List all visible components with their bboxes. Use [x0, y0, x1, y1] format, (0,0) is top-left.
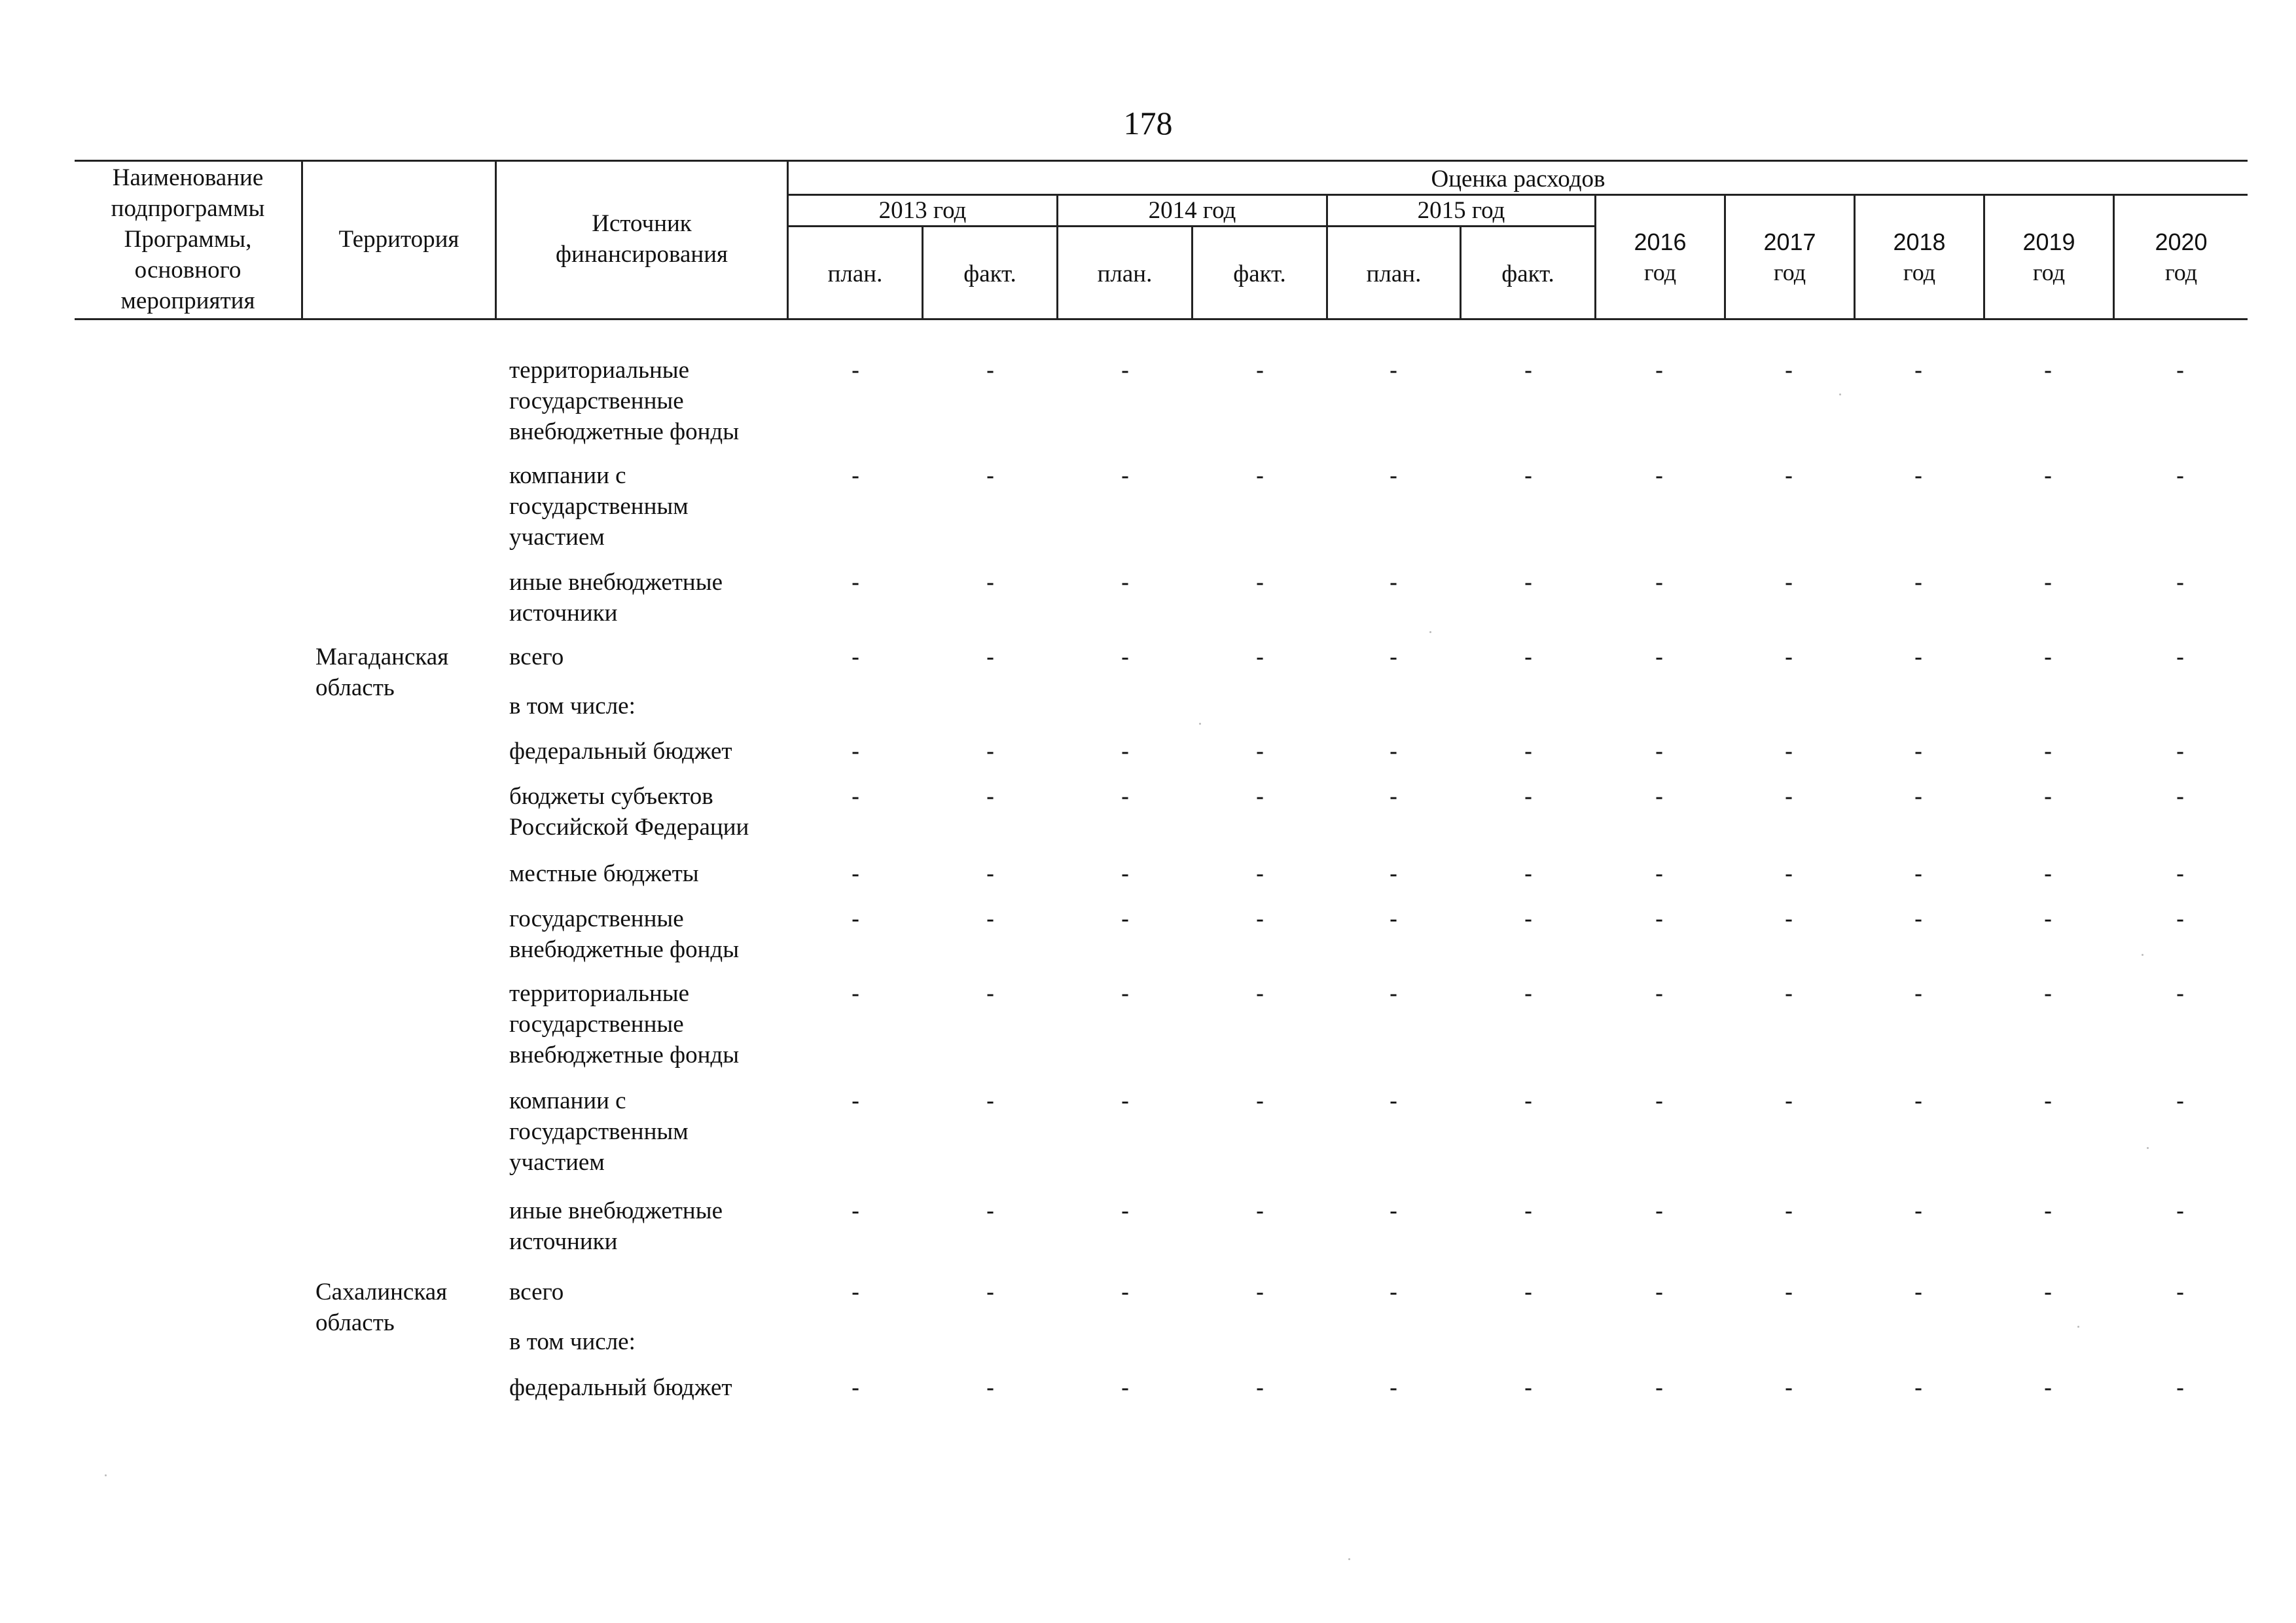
value-cell: - — [1389, 860, 1398, 887]
value-cell: - — [1121, 462, 1130, 489]
funding-source-line: государственным — [509, 1118, 689, 1145]
header-line: Источник — [592, 210, 692, 237]
funding-source-label — [509, 736, 797, 767]
value-cell: - — [1914, 357, 1923, 384]
value-cell: - — [1784, 1087, 1793, 1114]
territory-label — [315, 642, 492, 703]
value-cell: - — [1524, 1374, 1533, 1401]
value-cell: - — [1655, 738, 1664, 765]
funding-source-label — [509, 858, 797, 889]
value-cell: - — [1121, 1374, 1130, 1401]
value-cell: - — [1255, 357, 1265, 384]
value-cell: - — [1784, 860, 1793, 887]
value-cell: - — [1914, 1197, 1923, 1224]
funding-source-label — [509, 978, 797, 1070]
funding-source-line: федеральный бюджет — [509, 738, 732, 765]
header-year-2017 — [1726, 227, 1854, 288]
value-cell: - — [1524, 644, 1533, 670]
funding-source-line: участием — [509, 1149, 605, 1176]
value-cell: - — [1524, 860, 1533, 887]
funding-source-label — [509, 691, 797, 721]
value-cell: - — [2176, 905, 2185, 932]
value-cell: - — [1655, 860, 1664, 887]
value-cell: - — [851, 569, 860, 596]
value-cell: - — [2043, 1279, 2053, 1305]
header-source — [497, 208, 787, 270]
value-cell: - — [1524, 1197, 1533, 1224]
value-cell: - — [1524, 462, 1533, 489]
value-cell: - — [1524, 783, 1533, 810]
value-cell: - — [1655, 644, 1664, 670]
funding-source-label — [509, 1277, 797, 1307]
value-cell: - — [986, 569, 995, 596]
value-cell: - — [1784, 1374, 1793, 1401]
value-cell: - — [1389, 980, 1398, 1007]
value-cell: - — [1784, 1197, 1793, 1224]
value-cell: - — [1121, 860, 1130, 887]
value-cell: - — [851, 738, 860, 765]
value-cell: - — [1255, 462, 1265, 489]
value-cell: - — [1121, 644, 1130, 670]
value-cell: - — [1255, 1197, 1265, 1224]
scan-speck — [1348, 1558, 1350, 1560]
value-cell: - — [1524, 1279, 1533, 1305]
header-year-2014: 2014 год — [1148, 197, 1236, 224]
value-cell: - — [2043, 980, 2053, 1007]
scan-speck — [2147, 1147, 2149, 1149]
header-fact-2013: факт. — [963, 261, 1016, 287]
funding-source-line: федеральный бюджет — [509, 1374, 732, 1401]
header-line: год — [2032, 259, 2066, 285]
header-line: 2017 — [1763, 228, 1816, 255]
header-line: Программы, — [124, 226, 252, 253]
funding-source-line: всего — [509, 644, 564, 670]
header-territory: Территория — [338, 226, 459, 253]
value-cell: - — [1655, 357, 1664, 384]
value-cell: - — [851, 1197, 860, 1224]
header-year-2016 — [1596, 227, 1724, 288]
value-cell: - — [1914, 569, 1923, 596]
value-cell: - — [1121, 783, 1130, 810]
value-cell: - — [1784, 738, 1793, 765]
territory-line: область — [315, 1309, 395, 1336]
header-year-2018 — [1856, 227, 1983, 288]
funding-source-line: источники — [509, 600, 618, 627]
value-cell: - — [1389, 357, 1398, 384]
funding-source-line: компании с — [509, 462, 626, 489]
value-cell: - — [851, 980, 860, 1007]
page-number: 178 — [1123, 105, 1173, 141]
value-cell: - — [2043, 860, 2053, 887]
value-cell: - — [2176, 357, 2185, 384]
value-cell: - — [2176, 1374, 2185, 1401]
value-cell: - — [1784, 905, 1793, 932]
header-plan-2013: план. — [827, 261, 883, 287]
value-cell: - — [1914, 783, 1923, 810]
funding-source-line: местные бюджеты — [509, 860, 699, 887]
value-cell: - — [1255, 905, 1265, 932]
value-cell: - — [1914, 644, 1923, 670]
value-cell: - — [2176, 738, 2185, 765]
funding-source-line: иные внебюджетные — [509, 1197, 723, 1224]
value-cell: - — [2043, 1087, 2053, 1114]
value-cell: - — [1914, 905, 1923, 932]
territory-label — [315, 1277, 492, 1338]
funding-source-line: иные внебюджетные — [509, 569, 723, 596]
territory-line: Магаданская — [315, 644, 449, 670]
value-cell: - — [2176, 783, 2185, 810]
value-cell: - — [2043, 569, 2053, 596]
value-cell: - — [1655, 1374, 1664, 1401]
value-cell: - — [2176, 644, 2185, 670]
funding-source-line: участием — [509, 524, 605, 551]
value-cell: - — [1121, 1197, 1130, 1224]
value-cell: - — [851, 783, 860, 810]
value-cell: - — [1784, 357, 1793, 384]
value-cell: - — [1255, 783, 1265, 810]
header-line: 2019 — [2022, 228, 2075, 255]
value-cell: - — [1524, 980, 1533, 1007]
funding-source-label — [509, 567, 797, 629]
value-cell: - — [1914, 1374, 1923, 1401]
funding-source-line: всего — [509, 1279, 564, 1305]
value-cell: - — [1914, 1087, 1923, 1114]
value-cell: - — [1389, 905, 1398, 932]
value-cell: - — [1255, 980, 1265, 1007]
value-cell: - — [1655, 1279, 1664, 1305]
value-cell: - — [1389, 1197, 1398, 1224]
value-cell: - — [1784, 1279, 1793, 1305]
header-year-2013: 2013 год — [878, 197, 967, 224]
header-fact-2014: факт. — [1233, 261, 1286, 287]
value-cell: - — [2176, 1087, 2185, 1114]
value-cell: - — [851, 1374, 860, 1401]
value-cell: - — [2043, 1374, 2053, 1401]
scan-speck — [1429, 631, 1431, 633]
value-cell: - — [1255, 644, 1265, 670]
scan-speck — [2077, 1326, 2079, 1328]
territory-line: область — [315, 674, 395, 701]
scan-speck — [1199, 723, 1201, 725]
value-cell: - — [1655, 569, 1664, 596]
value-cell: - — [2176, 980, 2185, 1007]
value-cell: - — [851, 644, 860, 670]
value-cell: - — [986, 357, 995, 384]
header-line: год — [1643, 259, 1677, 285]
value-cell: - — [1121, 980, 1130, 1007]
value-cell: - — [851, 357, 860, 384]
funding-source-line: бюджеты субъектов — [509, 783, 713, 810]
value-cell: - — [2043, 738, 2053, 765]
header-plan-2015: план. — [1366, 261, 1422, 287]
header-line: год — [1773, 259, 1806, 285]
funding-source-line: внебюджетные фонды — [509, 1042, 740, 1068]
value-cell: - — [1389, 462, 1398, 489]
funding-source-line: внебюджетные фонды — [509, 936, 740, 963]
value-cell: - — [2043, 783, 2053, 810]
value-cell: - — [1255, 569, 1265, 596]
funding-source-line: в том числе: — [509, 1328, 636, 1355]
value-cell: - — [986, 980, 995, 1007]
header-line: 2018 — [1893, 228, 1946, 255]
funding-source-label — [509, 1085, 797, 1178]
funding-source-line: государственные — [509, 388, 684, 414]
value-cell: - — [986, 644, 995, 670]
value-cell: - — [1524, 905, 1533, 932]
funding-source-label — [509, 355, 797, 447]
value-cell: - — [1524, 569, 1533, 596]
value-cell: - — [986, 1374, 995, 1401]
value-cell: - — [1914, 980, 1923, 1007]
value-cell: - — [1655, 783, 1664, 810]
funding-source-line: территориальные — [509, 357, 690, 384]
value-cell: - — [1255, 1087, 1265, 1114]
scan-speck — [105, 1474, 107, 1476]
value-cell: - — [2043, 905, 2053, 932]
funding-source-line: внебюджетные фонды — [509, 418, 740, 445]
value-cell: - — [1914, 462, 1923, 489]
value-cell: - — [1121, 1087, 1130, 1114]
value-cell: - — [986, 860, 995, 887]
value-cell: - — [1389, 1279, 1398, 1305]
value-cell: - — [986, 738, 995, 765]
value-cell: - — [1121, 738, 1130, 765]
header-line: год — [2164, 259, 2198, 285]
header-line: основного — [134, 257, 242, 283]
value-cell: - — [2176, 860, 2185, 887]
value-cell: - — [1389, 644, 1398, 670]
scan-speck — [2142, 954, 2144, 956]
funding-source-line: государственным — [509, 493, 689, 520]
value-cell: - — [1121, 1279, 1130, 1305]
value-cell: - — [1784, 644, 1793, 670]
value-cell: - — [1784, 783, 1793, 810]
value-cell: - — [1655, 980, 1664, 1007]
value-cell: - — [1121, 905, 1130, 932]
value-cell: - — [851, 1087, 860, 1114]
funding-source-line: государственные — [509, 905, 684, 932]
funding-source-line: территориальные — [509, 980, 690, 1007]
value-cell: - — [1914, 1279, 1923, 1305]
funding-source-label — [509, 460, 797, 553]
value-cell: - — [1655, 1197, 1664, 1224]
funding-source-label — [509, 903, 797, 965]
value-cell: - — [1784, 980, 1793, 1007]
value-cell: - — [1389, 1087, 1398, 1114]
value-cell: - — [2176, 1279, 2185, 1305]
value-cell: - — [2043, 644, 2053, 670]
header-line: год — [1903, 259, 1936, 285]
header-program-name — [75, 162, 301, 316]
scan-speck — [1839, 393, 1841, 395]
funding-source-line: Российской Федерации — [509, 814, 749, 841]
value-cell: - — [2176, 569, 2185, 596]
value-cell: - — [851, 1279, 860, 1305]
funding-source-label — [509, 1326, 797, 1357]
value-cell: - — [2176, 462, 2185, 489]
funding-source-line: источники — [509, 1228, 618, 1255]
value-cell: - — [1121, 357, 1130, 384]
funding-source-line: государственные — [509, 1011, 684, 1038]
value-cell: - — [851, 905, 860, 932]
value-cell: - — [1524, 357, 1533, 384]
value-cell: - — [1389, 783, 1398, 810]
header-plan-2014: план. — [1097, 261, 1153, 287]
value-cell: - — [1389, 1374, 1398, 1401]
territory-line: Сахалинская — [315, 1279, 448, 1305]
funding-source-line: в том числе: — [509, 693, 636, 720]
value-cell: - — [1655, 1087, 1664, 1114]
value-cell: - — [1255, 860, 1265, 887]
value-cell: - — [2043, 1197, 2053, 1224]
value-cell: - — [851, 860, 860, 887]
value-cell: - — [1255, 1279, 1265, 1305]
value-cell: - — [1784, 462, 1793, 489]
header-line: финансирования — [555, 241, 728, 268]
header-line: 2020 — [2155, 228, 2208, 255]
funding-source-label — [509, 1195, 797, 1257]
value-cell: - — [1121, 569, 1130, 596]
funding-source-line: компании с — [509, 1087, 626, 1114]
value-cell: - — [1914, 738, 1923, 765]
value-cell: - — [1255, 1374, 1265, 1401]
funding-source-label — [509, 642, 797, 672]
value-cell: - — [1524, 738, 1533, 765]
value-cell: - — [986, 462, 995, 489]
value-cell: - — [1389, 569, 1398, 596]
header-year-2020 — [2115, 227, 2248, 288]
value-cell: - — [1255, 738, 1265, 765]
header-line: мероприятия — [120, 287, 255, 314]
header-year-2019 — [1985, 227, 2113, 288]
header-line: 2016 — [1634, 228, 1687, 255]
value-cell: - — [1524, 1087, 1533, 1114]
header-estimate-title: Оценка расходов — [1431, 166, 1605, 192]
value-cell: - — [1784, 569, 1793, 596]
header-fact-2015: факт. — [1501, 261, 1554, 287]
header-top-line — [75, 160, 2248, 162]
value-cell: - — [986, 783, 995, 810]
value-cell: - — [986, 1087, 995, 1114]
value-cell: - — [1914, 860, 1923, 887]
header-line: Наименование — [112, 164, 264, 191]
header-bottom-line — [75, 318, 2248, 320]
header-line: подпрограммы — [111, 195, 265, 222]
value-cell: - — [2176, 1197, 2185, 1224]
value-cell: - — [1655, 462, 1664, 489]
value-cell: - — [1655, 905, 1664, 932]
value-cell: - — [851, 462, 860, 489]
value-cell: - — [986, 1279, 995, 1305]
value-cell: - — [1389, 738, 1398, 765]
header-year-2015: 2015 год — [1417, 197, 1505, 224]
funding-source-label — [509, 1372, 797, 1403]
value-cell: - — [2043, 357, 2053, 384]
funding-source-label — [509, 781, 797, 843]
value-cell: - — [2043, 462, 2053, 489]
value-cell: - — [986, 1197, 995, 1224]
value-cell: - — [986, 905, 995, 932]
